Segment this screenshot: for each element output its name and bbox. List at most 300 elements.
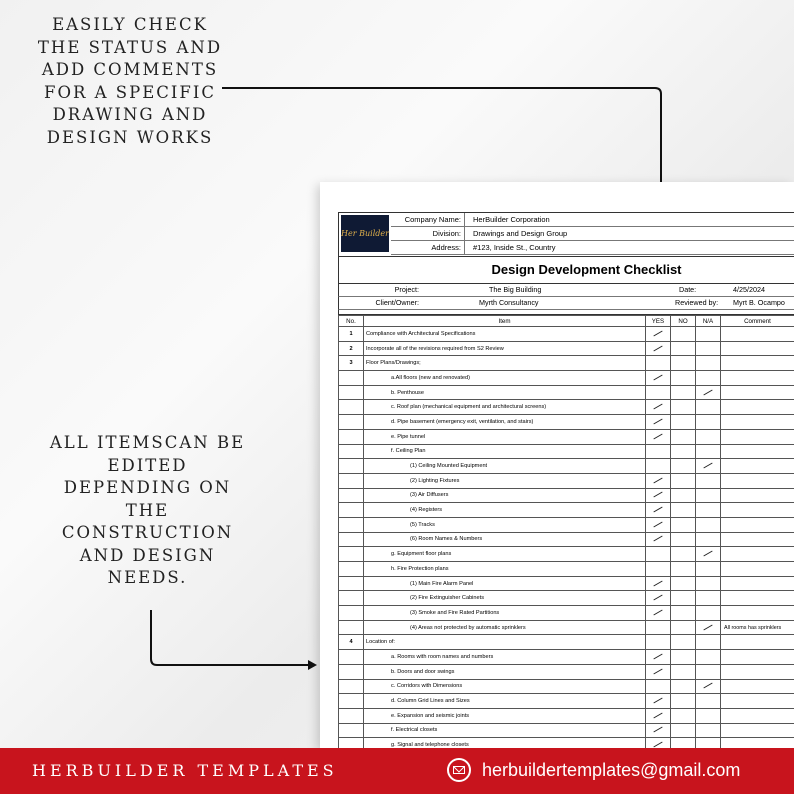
comment-cell[interactable] (721, 723, 794, 738)
item-cell[interactable] (364, 415, 646, 430)
table-row (339, 341, 794, 356)
table-row (339, 664, 794, 679)
date-label: Date: (679, 285, 697, 294)
item-number (339, 723, 364, 738)
comment-cell[interactable] (721, 385, 794, 400)
callout-bottom-line: NEEDS. (107, 568, 188, 587)
comment-cell[interactable] (721, 488, 794, 503)
item-cell[interactable] (364, 591, 646, 606)
item-text: b. Penthouse (391, 389, 424, 396)
status-no-cell[interactable] (671, 738, 696, 748)
comment-cell[interactable] (721, 517, 794, 532)
item-text: (6) Room Names & Numbers (410, 536, 483, 543)
status-no-cell[interactable] (671, 694, 696, 709)
table-row (339, 400, 794, 415)
check-mark-icon (653, 580, 662, 586)
status-na-cell[interactable] (696, 562, 721, 577)
client-row (338, 297, 794, 310)
table-row (339, 606, 794, 621)
item-text: (5) Tracks (410, 521, 435, 528)
status-yes-cell[interactable] (646, 738, 671, 748)
check-mark-icon (653, 345, 662, 351)
status-yes-cell[interactable] (646, 400, 671, 415)
status-yes-cell[interactable] (646, 606, 671, 621)
item-text: Location of: (366, 639, 395, 646)
item-number: 3 (339, 356, 364, 371)
item-text: a.All floors (new and renovated) (391, 374, 470, 381)
status-no-cell[interactable] (671, 400, 696, 415)
status-na-cell[interactable] (696, 635, 721, 650)
company-name-value[interactable]: HerBuilder Corporation (473, 215, 550, 224)
callout-bottom-line: THE (125, 500, 170, 520)
item-number (339, 650, 364, 665)
check-mark-icon (653, 698, 662, 704)
item-text: Floor Plans/Drawings; (366, 360, 421, 367)
item-cell[interactable] (364, 664, 646, 679)
comment-cell[interactable] (721, 356, 794, 371)
callout-bottom-line: EDITED (107, 455, 188, 475)
comment-cell[interactable] (721, 532, 794, 547)
checklist-document (320, 182, 794, 748)
logo-text: Her Builder (341, 229, 389, 238)
item-text: h. Fire Protection plans (391, 565, 449, 572)
check-mark-icon (653, 477, 662, 483)
item-cell[interactable] (364, 650, 646, 665)
item-number (339, 606, 364, 621)
item-text: a. Rooms with room names and numbers (391, 653, 494, 660)
item-number (339, 444, 364, 459)
status-no-cell[interactable] (671, 327, 696, 342)
item-cell[interactable] (364, 400, 646, 415)
table-row (339, 444, 794, 459)
check-mark-icon (703, 624, 712, 630)
item-number (339, 664, 364, 679)
callout-bottom-line: ALL ITEMSCAN BE (49, 433, 246, 452)
item-number (339, 415, 364, 430)
callout-top-line: FOR A SPECIFIC (44, 82, 216, 102)
checklist-sheet (338, 212, 794, 748)
division-label: Division: (391, 227, 465, 240)
company-name-row (391, 213, 794, 227)
check-mark-icon (653, 404, 662, 410)
comment-cell[interactable] (721, 576, 794, 591)
table-row (339, 488, 794, 503)
item-cell[interactable] (364, 532, 646, 547)
column-header: No. (339, 316, 364, 327)
status-no-cell[interactable] (671, 679, 696, 694)
item-text: b. Doors and door swings (391, 668, 455, 675)
status-yes-cell[interactable] (646, 459, 671, 474)
status-yes-cell[interactable] (646, 385, 671, 400)
item-text: g. Equipment floor plans (391, 551, 452, 558)
status-na-cell[interactable] (696, 620, 721, 635)
status-na-cell[interactable] (696, 341, 721, 356)
status-yes-cell[interactable] (646, 327, 671, 342)
address-value[interactable]: #123, Inside St., Country (473, 243, 556, 252)
status-na-cell[interactable] (696, 503, 721, 518)
item-cell[interactable] (364, 576, 646, 591)
column-header: NO (671, 316, 696, 327)
status-yes-cell[interactable] (646, 517, 671, 532)
check-mark-icon (653, 536, 662, 542)
status-no-cell[interactable] (671, 415, 696, 430)
table-row (339, 503, 794, 518)
item-cell[interactable] (364, 562, 646, 577)
item-text: (4) Areas not protected by automatic sprinklers (410, 624, 526, 631)
status-no-cell[interactable] (671, 576, 696, 591)
status-na-cell[interactable] (696, 371, 721, 386)
check-mark-icon (653, 507, 662, 513)
check-mark-icon (653, 609, 662, 615)
table-row (339, 635, 794, 650)
comment-cell[interactable] (721, 371, 794, 386)
item-number (339, 738, 364, 748)
item-cell[interactable] (364, 444, 646, 459)
check-mark-icon (653, 712, 662, 718)
check-mark-icon (653, 521, 662, 527)
item-number (339, 694, 364, 709)
status-no-cell[interactable] (671, 459, 696, 474)
item-number (339, 517, 364, 532)
comment-cell[interactable] (721, 679, 794, 694)
status-na-cell[interactable] (696, 517, 721, 532)
reviewed-label: Reviewed by: (675, 298, 719, 307)
check-mark-icon (653, 330, 662, 336)
company-header (338, 212, 794, 257)
status-na-cell[interactable] (696, 547, 721, 562)
item-text: (1) Main Fire Alarm Panel (410, 580, 474, 587)
item-text: Compliance with Architectural Specifications (366, 330, 476, 337)
item-number (339, 400, 364, 415)
column-header: Item (364, 316, 646, 327)
table-row (339, 429, 794, 444)
comment-cell[interactable] (721, 664, 794, 679)
table-row (339, 576, 794, 591)
status-na-cell[interactable] (696, 327, 721, 342)
table-row (339, 532, 794, 547)
table-row (339, 708, 794, 723)
item-cell[interactable] (364, 738, 646, 748)
item-cell[interactable] (364, 473, 646, 488)
column-header: Comment (721, 316, 794, 327)
status-yes-cell[interactable] (646, 488, 671, 503)
project-label: Project: (394, 285, 419, 294)
callout-top-line: THE STATUS AND (37, 37, 223, 57)
comment-cell[interactable] (721, 635, 794, 650)
item-text: f. Electrical closets (391, 727, 438, 734)
comment-cell[interactable] (721, 562, 794, 577)
status-na-cell[interactable] (696, 532, 721, 547)
status-yes-cell[interactable] (646, 532, 671, 547)
comment-cell[interactable] (721, 459, 794, 474)
status-na-cell[interactable] (696, 679, 721, 694)
table-row (339, 327, 794, 342)
column-header: N/A (696, 316, 721, 327)
status-no-cell[interactable] (671, 356, 696, 371)
item-text: (2) Fire Extinguisher Cabinets (410, 595, 484, 602)
item-number (339, 591, 364, 606)
table-row (339, 738, 794, 748)
brand-name: HERBUILDER TEMPLATES (32, 761, 338, 780)
footer-bar (0, 748, 794, 794)
item-text: e. Pipe tunnel (391, 433, 426, 440)
status-na-cell[interactable] (696, 591, 721, 606)
item-number (339, 488, 364, 503)
item-cell[interactable] (364, 694, 646, 709)
status-no-cell[interactable] (671, 341, 696, 356)
status-na-cell[interactable] (696, 708, 721, 723)
item-cell[interactable] (364, 429, 646, 444)
callout-top-line: DRAWING AND (52, 105, 208, 124)
callout-top-line: DESIGN WORKS (46, 127, 214, 147)
comment-cell[interactable] (721, 473, 794, 488)
status-na-cell[interactable] (696, 606, 721, 621)
check-mark-icon (653, 433, 662, 439)
company-logo (341, 215, 389, 252)
item-cell[interactable] (364, 503, 646, 518)
comment-cell[interactable] (721, 738, 794, 748)
client-value[interactable]: Myrth Consultancy (479, 298, 539, 307)
arrow-bottom (151, 610, 310, 665)
comment-cell[interactable] (721, 327, 794, 342)
reviewed-value[interactable]: Myrt B. Ocampo (733, 298, 785, 307)
item-number (339, 503, 364, 518)
item-number (339, 459, 364, 474)
status-no-cell[interactable] (671, 547, 696, 562)
status-na-cell[interactable] (696, 429, 721, 444)
status-na-cell[interactable] (696, 694, 721, 709)
check-mark-icon (653, 374, 662, 380)
status-na-cell[interactable] (696, 444, 721, 459)
comment-cell[interactable] (721, 429, 794, 444)
item-cell[interactable] (364, 459, 646, 474)
callout-bottom-line: DEPENDING ON (63, 478, 232, 497)
table-row (339, 620, 794, 635)
callout-bottom-line: CONSTRUCTION (61, 523, 234, 542)
status-yes-cell[interactable] (646, 708, 671, 723)
comment-cell[interactable] (721, 503, 794, 518)
column-header: YES (646, 316, 671, 327)
callout-top-line: ADD COMMENTS (41, 60, 219, 79)
status-yes-cell[interactable] (646, 503, 671, 518)
item-cell[interactable] (364, 620, 646, 635)
arrow-bottom-head (308, 660, 317, 670)
item-cell[interactable] (364, 723, 646, 738)
status-no-cell[interactable] (671, 532, 696, 547)
comment-cell[interactable] (721, 547, 794, 562)
division-value[interactable]: Drawings and Design Group (473, 229, 568, 238)
status-no-cell[interactable] (671, 591, 696, 606)
table-row (339, 562, 794, 577)
check-mark-icon (653, 492, 662, 498)
item-text: e. Expansion and seismic joints (391, 712, 470, 719)
check-mark-icon (703, 463, 712, 469)
item-text: c. Roof plan (mechanical equipment and architectural screens) (391, 404, 547, 411)
status-yes-cell[interactable] (646, 620, 671, 635)
item-number: 1 (339, 327, 364, 342)
item-number (339, 620, 364, 635)
checklist-table (338, 315, 794, 748)
status-yes-cell[interactable] (646, 547, 671, 562)
status-no-cell[interactable] (671, 371, 696, 386)
item-text: d. Pipe basement (emergency exit, ventilation, and stairs) (391, 418, 534, 425)
status-no-cell[interactable] (671, 488, 696, 503)
status-na-cell[interactable] (696, 576, 721, 591)
status-no-cell[interactable] (671, 503, 696, 518)
table-row (339, 679, 794, 694)
item-cell[interactable] (364, 635, 646, 650)
item-cell[interactable] (364, 371, 646, 386)
status-yes-cell[interactable] (646, 650, 671, 665)
comment-cell[interactable] (721, 650, 794, 665)
status-no-cell[interactable] (671, 385, 696, 400)
item-cell[interactable] (364, 488, 646, 503)
callout-bottom-line: AND DESIGN (79, 545, 216, 565)
date-value[interactable]: 4/25/2024 (733, 285, 765, 294)
check-mark-icon (653, 727, 662, 733)
status-no-cell[interactable] (671, 708, 696, 723)
division-row (391, 227, 794, 241)
table-row (339, 517, 794, 532)
item-cell[interactable] (364, 517, 646, 532)
item-text: c. Corridors with Dimensions (391, 683, 463, 690)
item-text: Incorporate all of the revisions required from S2 Review (366, 345, 504, 352)
status-no-cell[interactable] (671, 444, 696, 459)
status-na-cell[interactable] (696, 356, 721, 371)
status-yes-cell[interactable] (646, 576, 671, 591)
item-number (339, 385, 364, 400)
item-text: (4) Registers (410, 507, 443, 514)
status-na-cell[interactable] (696, 400, 721, 415)
table-row (339, 591, 794, 606)
item-cell[interactable] (364, 547, 646, 562)
status-na-cell[interactable] (696, 664, 721, 679)
table-row (339, 385, 794, 400)
item-number (339, 562, 364, 577)
status-yes-cell[interactable] (646, 664, 671, 679)
check-mark-icon (653, 419, 662, 425)
comment-cell[interactable] (721, 400, 794, 415)
table-row (339, 723, 794, 738)
status-no-cell[interactable] (671, 517, 696, 532)
item-number: 2 (339, 341, 364, 356)
project-value[interactable]: The Big Building (489, 285, 542, 294)
comment-cell[interactable] (721, 591, 794, 606)
status-na-cell[interactable] (696, 650, 721, 665)
comment-cell[interactable] (721, 415, 794, 430)
item-cell[interactable] (364, 606, 646, 621)
item-text: (3) Smoke and Fire Rated Partitions (410, 609, 500, 616)
item-number (339, 708, 364, 723)
client-label: Client/Owner: (375, 298, 419, 307)
status-na-cell[interactable] (696, 723, 721, 738)
status-yes-cell[interactable] (646, 473, 671, 488)
table-row (339, 459, 794, 474)
status-yes-cell[interactable] (646, 429, 671, 444)
status-yes-cell[interactable] (646, 444, 671, 459)
table-row (339, 371, 794, 386)
status-na-cell[interactable] (696, 488, 721, 503)
status-yes-cell[interactable] (646, 679, 671, 694)
item-number (339, 547, 364, 562)
item-cell[interactable] (364, 679, 646, 694)
item-text: d. Column Grid Lines and Sizes (391, 698, 470, 705)
status-no-cell[interactable] (671, 635, 696, 650)
comment-cell[interactable] (721, 606, 794, 621)
callout-top-line: EASILY CHECK (52, 15, 208, 34)
item-text: (3) Air Diffusers (410, 492, 449, 499)
status-na-cell[interactable] (696, 473, 721, 488)
status-yes-cell[interactable] (646, 635, 671, 650)
comment-cell[interactable] (721, 694, 794, 709)
check-mark-icon (653, 668, 662, 674)
item-cell[interactable] (364, 327, 646, 342)
item-cell[interactable] (364, 708, 646, 723)
comment-cell[interactable] (721, 444, 794, 459)
company-name-label: Company Name: (391, 213, 465, 226)
status-na-cell[interactable] (696, 415, 721, 430)
check-mark-icon (653, 595, 662, 601)
status-no-cell[interactable] (671, 473, 696, 488)
mail-icon (447, 758, 471, 782)
status-yes-cell[interactable] (646, 723, 671, 738)
status-yes-cell[interactable] (646, 415, 671, 430)
address-label: Address: (391, 241, 465, 254)
check-mark-icon (653, 742, 662, 748)
item-text: (1) Ceiling Mounted Equipment (410, 463, 488, 470)
item-number (339, 429, 364, 444)
check-mark-icon (653, 654, 662, 660)
table-row (339, 547, 794, 562)
status-yes-cell[interactable] (646, 591, 671, 606)
status-na-cell[interactable] (696, 385, 721, 400)
status-yes-cell[interactable] (646, 562, 671, 577)
address-row (391, 241, 794, 255)
item-cell[interactable] (364, 341, 646, 356)
item-text: (2) Lighting Fixtures (410, 477, 460, 484)
comment-cell[interactable]: All rooms has sprinklers (721, 620, 794, 635)
check-mark-icon (703, 683, 712, 689)
status-no-cell[interactable] (671, 620, 696, 635)
comment-cell[interactable] (721, 708, 794, 723)
status-yes-cell[interactable] (646, 694, 671, 709)
item-number (339, 679, 364, 694)
item-number (339, 371, 364, 386)
status-na-cell[interactable] (696, 459, 721, 474)
status-yes-cell[interactable] (646, 371, 671, 386)
status-no-cell[interactable] (671, 650, 696, 665)
status-yes-cell[interactable] (646, 341, 671, 356)
item-cell[interactable] (364, 385, 646, 400)
comment-cell[interactable] (721, 341, 794, 356)
table-row (339, 356, 794, 371)
item-number: 4 (339, 635, 364, 650)
item-number (339, 532, 364, 547)
item-number (339, 576, 364, 591)
status-na-cell[interactable] (696, 738, 721, 748)
status-yes-cell[interactable] (646, 356, 671, 371)
status-no-cell[interactable] (671, 664, 696, 679)
status-no-cell[interactable] (671, 606, 696, 621)
table-row (339, 473, 794, 488)
contact-email[interactable]: herbuildertemplates@gmail.com (482, 760, 741, 780)
item-text: f. Ceiling Plan (391, 448, 426, 455)
item-text: g. Signal and telephone closets (391, 742, 469, 748)
item-cell[interactable] (364, 356, 646, 371)
status-no-cell[interactable] (671, 562, 696, 577)
status-no-cell[interactable] (671, 429, 696, 444)
status-no-cell[interactable] (671, 723, 696, 738)
